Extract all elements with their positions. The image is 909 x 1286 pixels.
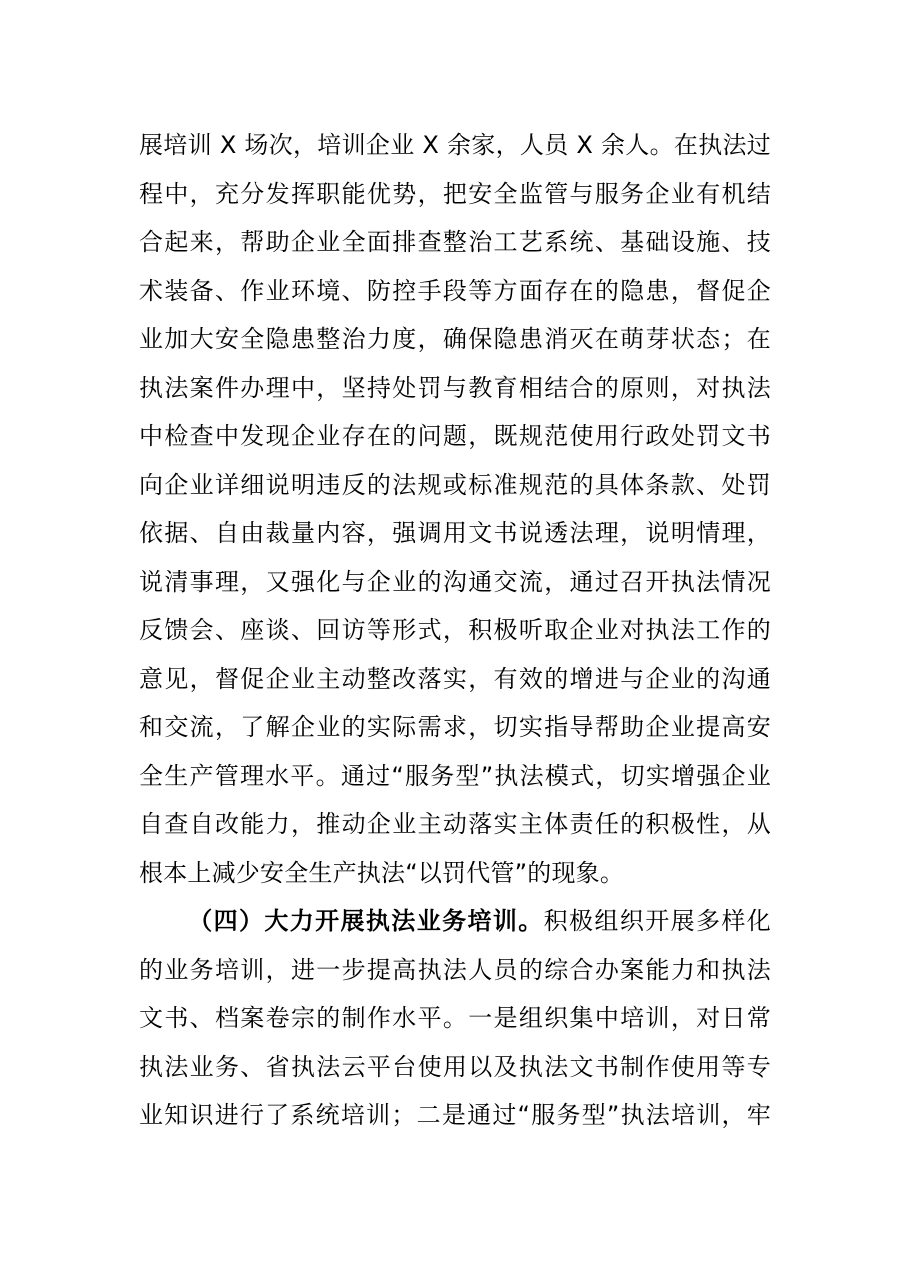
paragraph-line: 业知识进行了系统培训；二是通过“服务型”执法培训，牢 bbox=[139, 1101, 771, 1129]
paragraph-line: 文书、档案卷宗的制作水平。一是组织集中培训，对日常 bbox=[139, 1004, 771, 1032]
paragraph-line: 执法业务、省执法云平台使用以及执法文书制作使用等专 bbox=[139, 1052, 771, 1081]
paragraph-line-rest: 积极组织开展多样化 bbox=[543, 907, 771, 935]
paragraph-line: 合起来，帮助企业全面排查整治工艺系统、基础设施、技 bbox=[139, 228, 771, 256]
paragraph-1 bbox=[139, 121, 771, 897]
paragraph-line: 根本上减少安全生产执法“以罚代管”的现象。 bbox=[139, 858, 625, 887]
paragraph-first-line bbox=[139, 897, 771, 946]
paragraph-line: 向企业详细说明违反的法规或标准规范的具体条款、处罚 bbox=[139, 470, 771, 499]
paragraph-line: 反馈会、座谈、回访等形式，积极听取企业对执法工作的 bbox=[139, 616, 771, 644]
paragraph-line: 说清事理，又强化与企业的沟通交流，通过召开执法情况 bbox=[139, 567, 771, 596]
paragraph-line: 中检查中发现企业存在的问题，既规范使用行政处罚文书 bbox=[139, 422, 771, 450]
paragraph-line: 执法案件办理中，坚持处罚与教育相结合的原则，对执法 bbox=[139, 373, 771, 402]
paragraph-line: 术装备、作业环境、防控手段等方面存在的隐患，督促企 bbox=[139, 276, 771, 305]
section-heading: （四）大力开展执法业务培训。 bbox=[187, 907, 544, 935]
paragraph-line: 依据、自由裁量内容，强调用文书说透法理，说明情理， bbox=[139, 519, 771, 547]
paragraph-line: 业加大安全隐患整治力度，确保隐患消灭在萌芽状态；在 bbox=[139, 325, 771, 353]
paragraph-line: 展培训 X 场次，培训企业 X 余家，人员 X 余人。在执法过 bbox=[139, 131, 771, 159]
paragraph-line: 自查自改能力，推动企业主动落实主体责任的积极性，从 bbox=[139, 810, 771, 838]
paragraph-line: 的业务培训，进一步提高执法人员的综合办案能力和执法 bbox=[139, 955, 771, 984]
paragraph-line: 全生产管理水平。通过“服务型”执法模式，切实增强企业 bbox=[139, 761, 771, 790]
paragraph-2 bbox=[139, 897, 771, 1140]
paragraph-line: 意见，督促企业主动整改落实，有效的增进与企业的沟通 bbox=[139, 664, 771, 693]
paragraph-line: 和交流，了解企业的实际需求，切实指导帮助企业提高安 bbox=[139, 713, 771, 741]
paragraph-line: 程中，充分发挥职能优势，把安全监管与服务企业有机结 bbox=[139, 179, 771, 208]
